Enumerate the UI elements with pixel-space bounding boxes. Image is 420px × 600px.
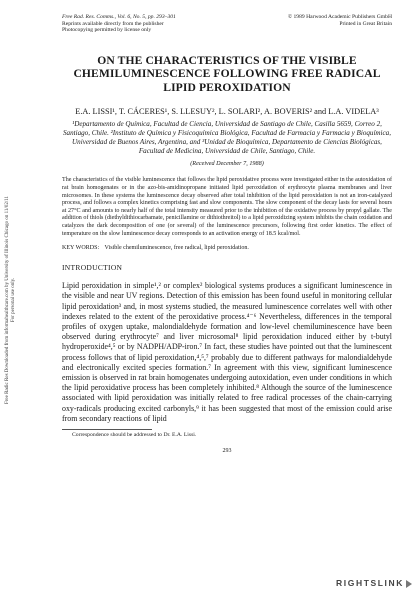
rightslink-logo[interactable] bbox=[336, 578, 412, 588]
article-page bbox=[62, 14, 392, 454]
rightslink-label: RIGHTSLINK bbox=[336, 578, 404, 588]
side-personal-use-line: For personal use only. bbox=[11, 277, 16, 323]
photocopy-note: Photocopying permitted by license only bbox=[62, 27, 152, 34]
keywords bbox=[62, 245, 392, 251]
correspondence-footnote: Correspondence should be addressed to Dr. E.A. Lissi. bbox=[72, 432, 197, 439]
article-title: ON THE CHARACTERISTICS OF THE VISIBLE CHEMILUMINESCENCE FOLLOWING FREE RADICAL LIPID PEROXIDATION bbox=[73, 53, 381, 94]
section-heading-introduction: INTRODUCTION bbox=[62, 263, 123, 273]
affiliations: ¹Departamento de Química, Facultad de Ciencia, Universidad de Santiago de Chile, Casilla 5659, Correo 2, Santiago, Chile. ²Instituto de Química y Fisicoquímica Biológica, Facultad de Farmacia y Farmacia y Bioquímica, Universidad de Buenos Aires, Argentina, and ³Unidad de Bioquímica, Departamento de Ciencias Biológicas, Facultad de Medicina, Universidad de Chile, Santiago, Chile. bbox=[63, 120, 391, 156]
side-download-line: Free Radic Res Downloaded from informahealthcare.com by University of Illinois Chicago on 11/02/11 bbox=[5, 195, 10, 405]
running-header bbox=[62, 14, 392, 34]
received-date: (Received December 7, 1988) bbox=[190, 160, 264, 168]
author-list: E.A. LISSI¹, T. CÁCERES¹, S. LLESUY², L. SOLARI², A. BOVERIS² and L.A. VIDELA³ bbox=[75, 106, 379, 116]
header-left bbox=[62, 14, 176, 34]
header-right bbox=[288, 14, 392, 34]
keywords-text: Visible chemiluminescence, free radical, lipid peroxidation. bbox=[104, 245, 249, 252]
keywords-label: KEY WORDS: bbox=[62, 245, 100, 252]
abstract: The characteristics of the visible luminescence that follows the lipid peroxidative process were investigated either in the autoxidation of rat brain homogenates or in the azo-bis-amidinopropane initiated lipid peroxidation of erythrocyte plasma membranes and liver microsomes. In these systems the luminescence decay observed after total inhibition of the lipid peroxidation is not an iron-catalyzed process, and follows a complex kinetics comprising fast and slow components. The slow component of the decay lasts for several hours at 27°C and amounts to nearly half of the total intensity measured prior to the inhibition of the oxidative process by propyl gallate. The addition of thiols (diethyldithiocarbamate, penicillamine or dithiothreitol) to a lipid peroxidizing system inhibits the chain oxidation and catalyzes the dark decomposition of one (or several) of the luminescence precursors, following first order kinetics. The effect of temperature on the slow luminescence decay corresponds to an activation energy of 18.5 kcal/mol. bbox=[62, 177, 392, 237]
arrow-icon bbox=[406, 580, 412, 588]
page-number: 293 bbox=[222, 448, 232, 455]
footnote-rule bbox=[62, 429, 152, 430]
side-download-notice bbox=[0, 150, 16, 450]
copyright-note: © 1989 Harwood Academic Publishers GmbH bbox=[287, 14, 392, 20]
journal-citation: Free Rad. Res. Comms., Vol. 6, No. 5, pp. 293–301 bbox=[62, 14, 176, 20]
reprints-note: Reprints available directly from the publisher bbox=[62, 20, 164, 27]
printed-note: Printed in Great Britain bbox=[339, 20, 392, 27]
introduction-body: Lipid peroxidation in simple¹,² or complex² biological systems produces a significant luminescence in the visible and near UV regions. Detection of this emission has been found useful in monitoring cellular lipid peroxidation³ and, in most systems studied, the measured luminescence correlates well with other indexes related to the extent of the peroxidative process.⁴⁻⁶ Nevertheless, differences in the temporal profiles of oxygen uptake, malondialdehyde formation and low-level chemiluminescence have been observed during erythrocyte⁷ and liver microsomal⁸ lipid peroxidation induced either by t-butyl hydroperoxide⁴,⁵ or by NADPH/ADP-iron.⁷ In fact, these studies have pointed out that the luminescent process follows that of lipid peroxidation,⁴,⁵,⁷ probably due to different pathways for malondialdehyde and electronically excited species formation.⁷ In agreement with this view, significant luminescence emission is observed in rat brain homogenates undergoing autoxidation, even under conditions in which the lipid peroxidative process has been completely inhibited.⁸ Although the source of the luminescence associated with lipid peroxidation was initially related to free radical processes of the chain-carrying oxy-radicals producing excited carbonyls,⁹ it has been suggested that most of the emission could arise from secondary reactions of lipid bbox=[62, 281, 392, 423]
